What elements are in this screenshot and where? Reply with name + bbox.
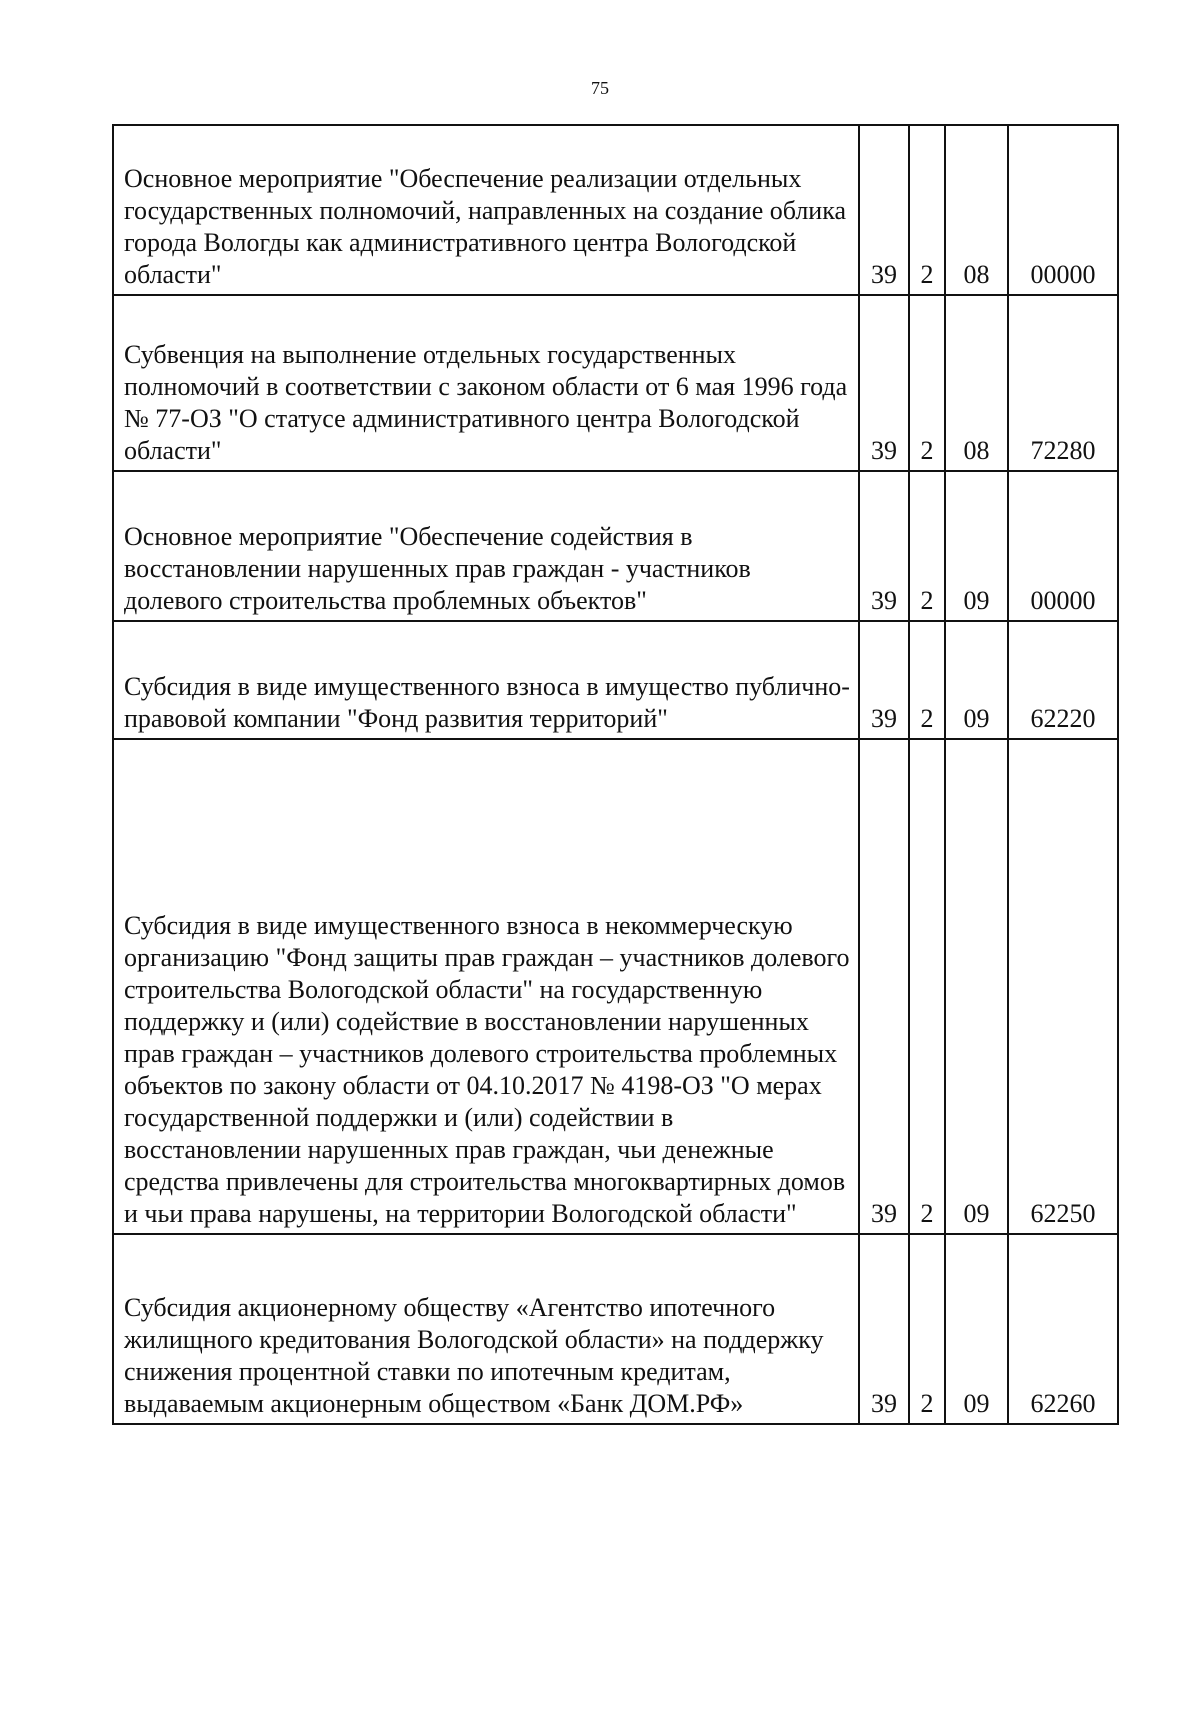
page-number: 75 [591, 78, 609, 98]
table-row [113, 1234, 1118, 1424]
direction-code-cell: 62250 [1008, 739, 1118, 1234]
row-description: Субвенция на выполнение отдельных государственных полномочий в соответствии с законом области от 6 мая 1996 года № 77-ОЗ "О статусе административного центра Вологодской области" [113, 295, 859, 471]
subprogram-code-cell: 2 [909, 471, 945, 621]
program-code-cell: 39 [859, 125, 909, 295]
activity-code-cell: 09 [945, 739, 1008, 1234]
direction-code-cell: 62260 [1008, 1234, 1118, 1424]
table-row [113, 471, 1118, 621]
program-code-cell: 39 [859, 1234, 909, 1424]
direction-code-cell: 00000 [1008, 471, 1118, 621]
program-code-cell: 39 [859, 471, 909, 621]
program-code-cell: 39 [859, 739, 909, 1234]
activity-code-cell: 08 [945, 295, 1008, 471]
row-description: Основное мероприятие "Обеспечение содействия в восстановлении нарушенных прав граждан - участников долевого строительства проблемных объектов" [113, 471, 859, 621]
budget-classification-table [112, 124, 1119, 1425]
table-row [113, 125, 1118, 295]
direction-code-cell: 62220 [1008, 621, 1118, 739]
row-description: Основное мероприятие "Обеспечение реализации отдельных государственных полномочий, направленных на создание облика города Вологды как административного центра Вологодской области" [113, 125, 859, 295]
row-description: Субсидия в виде имущественного взноса в имущество публично-правовой компании "Фонд развития территорий" [113, 621, 859, 739]
direction-code-cell: 00000 [1008, 125, 1118, 295]
activity-code-cell: 09 [945, 471, 1008, 621]
subprogram-code-cell: 2 [909, 739, 945, 1234]
activity-code-cell: 08 [945, 125, 1008, 295]
table-row [113, 739, 1118, 1234]
row-description: Субсидия в виде имущественного взноса в некоммерческую организацию "Фонд защиты прав граждан – участников долевого строительства Вологодской области" на государственную поддержку и (или) содействие в восстановлении нарушенных прав граждан – участников долевого строительства проблемных объектов по закону области от 04.10.2017 № 4198-ОЗ "О мерах государственной поддержки и (или) содействии в восстановлении нарушенных прав граждан, чьи денежные средства привлечены для строительства многоквартирных домов и чьи права нарушены, на территории Вологодской области" [113, 739, 859, 1234]
subprogram-code-cell: 2 [909, 621, 945, 739]
table-row [113, 621, 1118, 739]
subprogram-code-cell: 2 [909, 1234, 945, 1424]
subprogram-code-cell: 2 [909, 295, 945, 471]
table-row [113, 295, 1118, 471]
subprogram-code-cell: 2 [909, 125, 945, 295]
row-description: Субсидия акционерному обществу «Агентство ипотечного жилищного кредитования Вологодской области» на поддержку снижения процентной ставки по ипотечным кредитам, выдаваемым акционерным обществом «Банк ДОМ.РФ» [113, 1234, 859, 1424]
direction-code-cell: 72280 [1008, 295, 1118, 471]
program-code-cell: 39 [859, 295, 909, 471]
activity-code-cell: 09 [945, 621, 1008, 739]
program-code-cell: 39 [859, 621, 909, 739]
activity-code-cell: 09 [945, 1234, 1008, 1424]
